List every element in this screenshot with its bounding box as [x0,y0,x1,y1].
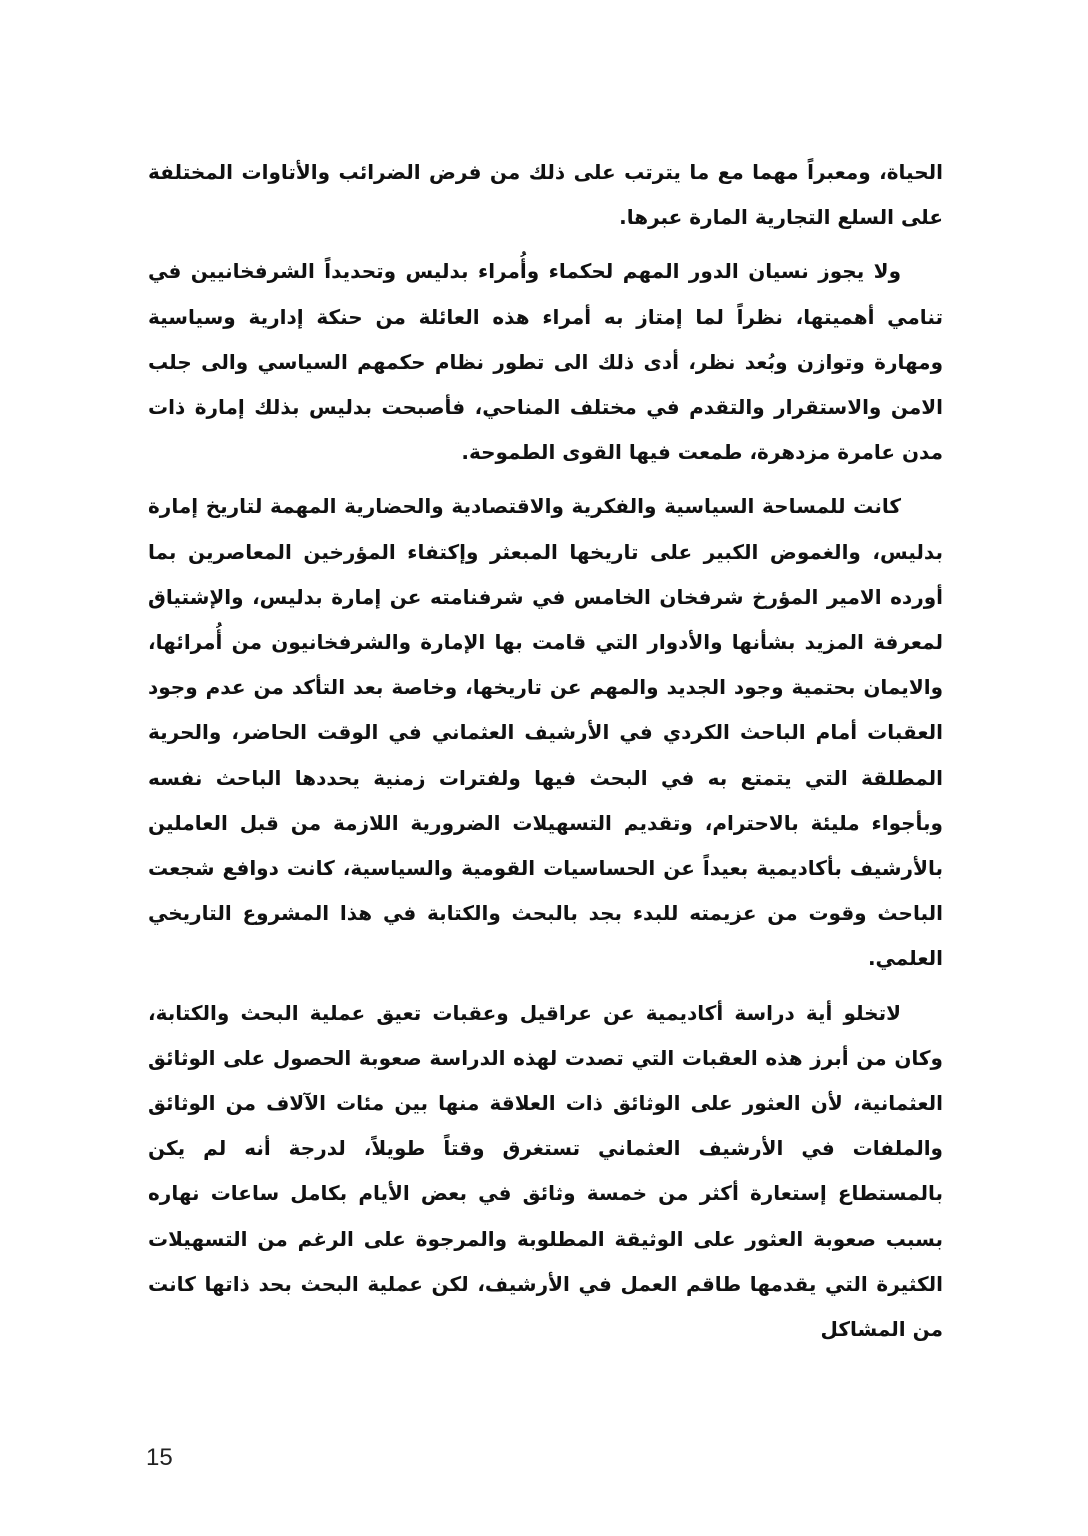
paragraph-2: ولا يجوز نسيان الدور المهم لحكماء وأُمراء بدليس وتحديداً الشرفخانيين في تنامي أهميتها، نظراً لما إمتاز به أمراء هذه العائلة من حنكة إدارية وسياسية ومهارة وتوازن وبُعد نظر، أدى ذلك الى تطور نظام حكمهم السياسي والى جلب الامن والاستقرار والتقدم في مختلف المناحي، فأصبحت بدليس بذلك إمارة ذات مدن عامرة مزدهرة، طمعت فيها القوى الطموحة. [148,259,943,465]
paragraph-4: لاتخلو أية دراسة أكاديمية عن عراقيل وعقبات تعيق عملية البحث والكتابة، وكان من أبرز هذه العقبات التي تصدت لهذه الدراسة صعوبة الحصول على الوثائق العثمانية، لأن العثور على الوثائق ذات العلاقة منها بين مئات الآلاف من الوثائق والملفات في الأرشيف العثماني تستغرق وقتاً طويلاً، لدرجة أنه لم يكن بالمستطاع إستعارة أكثر من خمسة وثائق في بعض الأيام بكامل ساعات نهاره بسبب صعوبة العثور على الوثيقة المطلوبة والمرجوة على الرغم من التسهيلات الكثيرة التي يقدمها طاقم العمل في الأرشيف، لكن عملية البحث بحد ذاتها كانت من المشاكل [148,1000,943,1342]
paragraph-3: كانت للمساحة السياسية والفكرية والاقتصادية والحضارية المهمة لتاريخ إمارة بدليس، والغموض الكبير على تاريخها المبعثر وإكتفاء المؤرخين المعاصرين بما أورده الامير المؤرخ شرفخان الخامس في شرفنامته عن إمارة بدليس، والإشتياق لمعرفة المزيد بشأنها والأدوار التي قامت بها الإمارة والشرفخانيون من أُمرائها، والايمان بحتمية وجود الجديد والمهم عن تاريخها، وخاصة بعد التأكد من عدم وجود العقبات أمام الباحث الكردي في الأرشيف العثماني في الوقت الحاضر، والحرية المطلقة التي يتمتع به في البحث فيها ولفترات زمنية يحددها الباحث نفسه وبأجواء مليئة بالاحترام، وتقديم التسهيلات الضرورية اللازمة من قبل العاملين بالأرشيف بأكاديمية بعيداً عن الحساسيات القومية والسياسية، كانت دوافع شجعت الباحث وقوت من عزيمته للبدء بجد بالبحث والكتابة في هذا المشروع التاريخي العلمي. [148,494,943,971]
body-text [148,150,943,1361]
paragraph-1: الحياة، ومعبراً مهما مع ما يترتب على ذلك من فرض الضرائب والأتاوات المختلفة على السلع التجارية المارة عبرها. [148,160,943,230]
page-number: 15 [146,1444,173,1471]
